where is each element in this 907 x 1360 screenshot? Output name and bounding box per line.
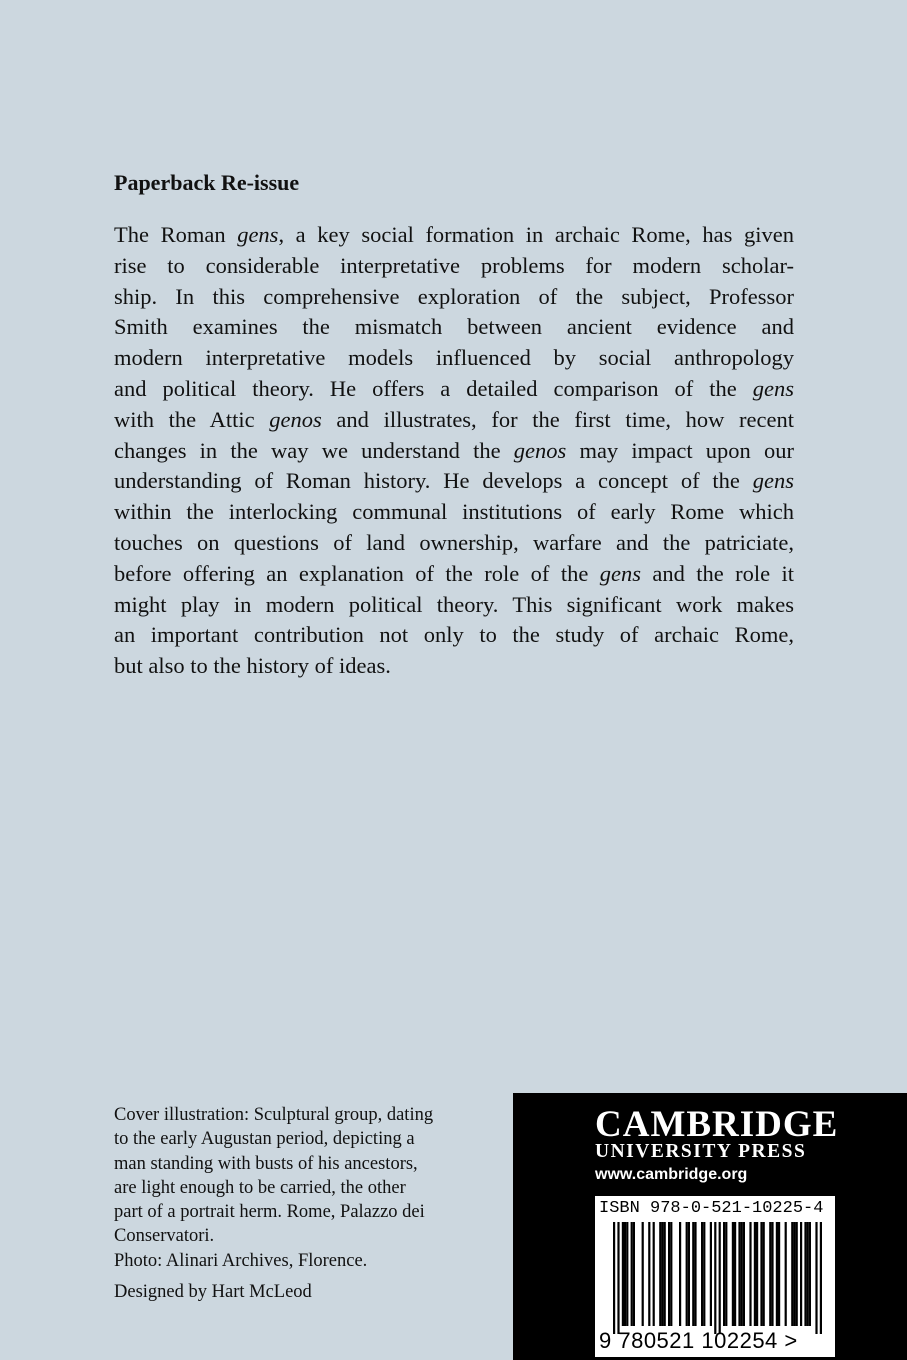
- credit-line: part of a portrait herm. Rome, Palazzo dei: [114, 1202, 425, 1223]
- barcode-bar: [776, 1222, 778, 1326]
- cover-credits: [114, 1103, 494, 1273]
- blurb-line: changes in the way we understand the genos may impact upon our: [114, 437, 794, 463]
- blurb-text: [114, 220, 794, 682]
- barcode-digits: 9 780521 102254 >: [599, 1328, 798, 1353]
- blurb-italic-term: gens: [237, 222, 279, 247]
- barcode-bar: [661, 1222, 663, 1326]
- barcode-bar: [725, 1222, 727, 1326]
- blurb-line: understanding of Roman history. He develops a concept of the gens: [114, 468, 794, 494]
- designer-credit: Designed by Hart McLeod: [114, 1282, 312, 1302]
- barcode-bar: [626, 1222, 628, 1326]
- barcode-bar: [648, 1222, 650, 1326]
- barcode-bar: [714, 1222, 716, 1334]
- barcode-bar: [703, 1222, 705, 1326]
- barcode-bar: [622, 1222, 624, 1326]
- barcode-bar: [815, 1222, 817, 1334]
- barcode-bar: [769, 1222, 771, 1326]
- blurb-italic-term: gens: [752, 375, 794, 401]
- blurb-line: with the Attic genos and illustrates, for the first time, how recent: [114, 406, 794, 432]
- barcode-bar: [738, 1222, 740, 1326]
- blurb-line: might play in modern political theory. This significant work makes: [114, 591, 794, 617]
- credit-line: Photo: Alinari Archives, Florence.: [114, 1250, 368, 1271]
- barcode-bar: [694, 1222, 696, 1326]
- barcode-bar: [743, 1222, 745, 1326]
- barcode-bar: [701, 1222, 703, 1326]
- barcode-bar: [613, 1222, 615, 1334]
- barcode-bar: [723, 1222, 725, 1326]
- barcode-bar: [754, 1222, 756, 1326]
- barcode-bar: [710, 1222, 712, 1326]
- blurb-italic-term: genos: [513, 437, 567, 463]
- barcode-bars: [595, 1222, 835, 1334]
- barcode-bar: [633, 1222, 635, 1326]
- blurb-line: and political theory. He offers a detailed comparison of the gens: [114, 375, 794, 401]
- barcode-bar: [642, 1222, 644, 1326]
- barcode-bar: [686, 1222, 688, 1326]
- blurb-line: ship. In this comprehensive exploration of the subject, Professor: [114, 283, 794, 309]
- blurb-italic-term: genos: [269, 406, 322, 432]
- isbn-label: ISBN 978-0-521-10225-4: [599, 1199, 824, 1218]
- publisher-name: CAMBRIDGE: [595, 1104, 839, 1145]
- blurb-italic-term: gens: [599, 560, 641, 586]
- barcode-bar: [624, 1222, 626, 1326]
- barcode-bar: [732, 1222, 734, 1326]
- barcode-bar: [668, 1222, 670, 1326]
- barcode-bar: [807, 1222, 809, 1326]
- credit-line: to the early Augustan period, depicting a: [114, 1129, 415, 1150]
- barcode-bar: [631, 1222, 633, 1326]
- barcode-bar: [749, 1222, 751, 1326]
- barcode-bar: [820, 1222, 822, 1334]
- barcode-bar: [664, 1222, 666, 1326]
- publisher-subtitle: UNIVERSITY PRESS: [595, 1141, 807, 1162]
- barcode-bar: [688, 1222, 690, 1326]
- heading-paperback-reissue: Paperback Re-issue: [114, 170, 300, 195]
- barcode-bar: [771, 1222, 773, 1326]
- barcode-bar: [653, 1222, 655, 1326]
- barcode-bar: [741, 1222, 743, 1326]
- credit-line: man standing with busts of his ancestors,: [114, 1153, 418, 1174]
- blurb-line: Smith examines the mismatch between ancient evidence and: [114, 314, 794, 340]
- barcode-bar: [793, 1222, 795, 1326]
- barcode-bar: [734, 1222, 736, 1326]
- barcode-bar: [804, 1222, 806, 1326]
- barcode-bar: [785, 1222, 787, 1326]
- barcode-bar: [791, 1222, 793, 1326]
- barcode-bar: [809, 1222, 811, 1326]
- blurb-line: within the interlocking communal institutions of early Rome which: [114, 499, 794, 525]
- isbn-barcode: [595, 1196, 835, 1357]
- barcode-bar: [692, 1222, 694, 1326]
- barcode-bar: [796, 1222, 798, 1326]
- blurb-line: touches on questions of land ownership, warfare and the patriciate,: [114, 529, 794, 555]
- blurb-line: The Roman gens, a key social formation in archaic Rome, has given: [114, 222, 794, 247]
- barcode-bar: [659, 1222, 661, 1326]
- blurb-line: modern interpretative models influenced by social anthropology: [114, 345, 794, 371]
- barcode-bar: [800, 1222, 802, 1326]
- credit-line: Conservatori.: [114, 1226, 215, 1247]
- barcode-bar: [670, 1222, 672, 1326]
- barcode-bar: [679, 1222, 681, 1326]
- barcode-bar: [760, 1222, 762, 1326]
- publisher-url: www.cambridge.org: [595, 1166, 748, 1183]
- barcode-bar: [763, 1222, 765, 1326]
- barcode-bar: [617, 1222, 619, 1334]
- blurb-line: but also to the history of ideas.: [114, 653, 391, 679]
- blurb-italic-term: gens: [752, 468, 794, 494]
- blurb-line: an important contribution not only to the study of archaic Rome,: [114, 622, 794, 648]
- publisher-block: [513, 1093, 907, 1360]
- credit-line: are light enough to be carried, the other: [114, 1177, 406, 1198]
- blurb-line: before offering an explanation of the role of the gens and the role it: [114, 560, 794, 586]
- credit-line: Cover illustration: Sculptural group, dating: [114, 1105, 434, 1125]
- blurb-line: rise to considerable interpretative problems for modern scholar-: [114, 252, 794, 278]
- barcode-bar: [719, 1222, 721, 1334]
- barcode-bar: [778, 1222, 780, 1326]
- barcode-bar: [756, 1222, 758, 1326]
